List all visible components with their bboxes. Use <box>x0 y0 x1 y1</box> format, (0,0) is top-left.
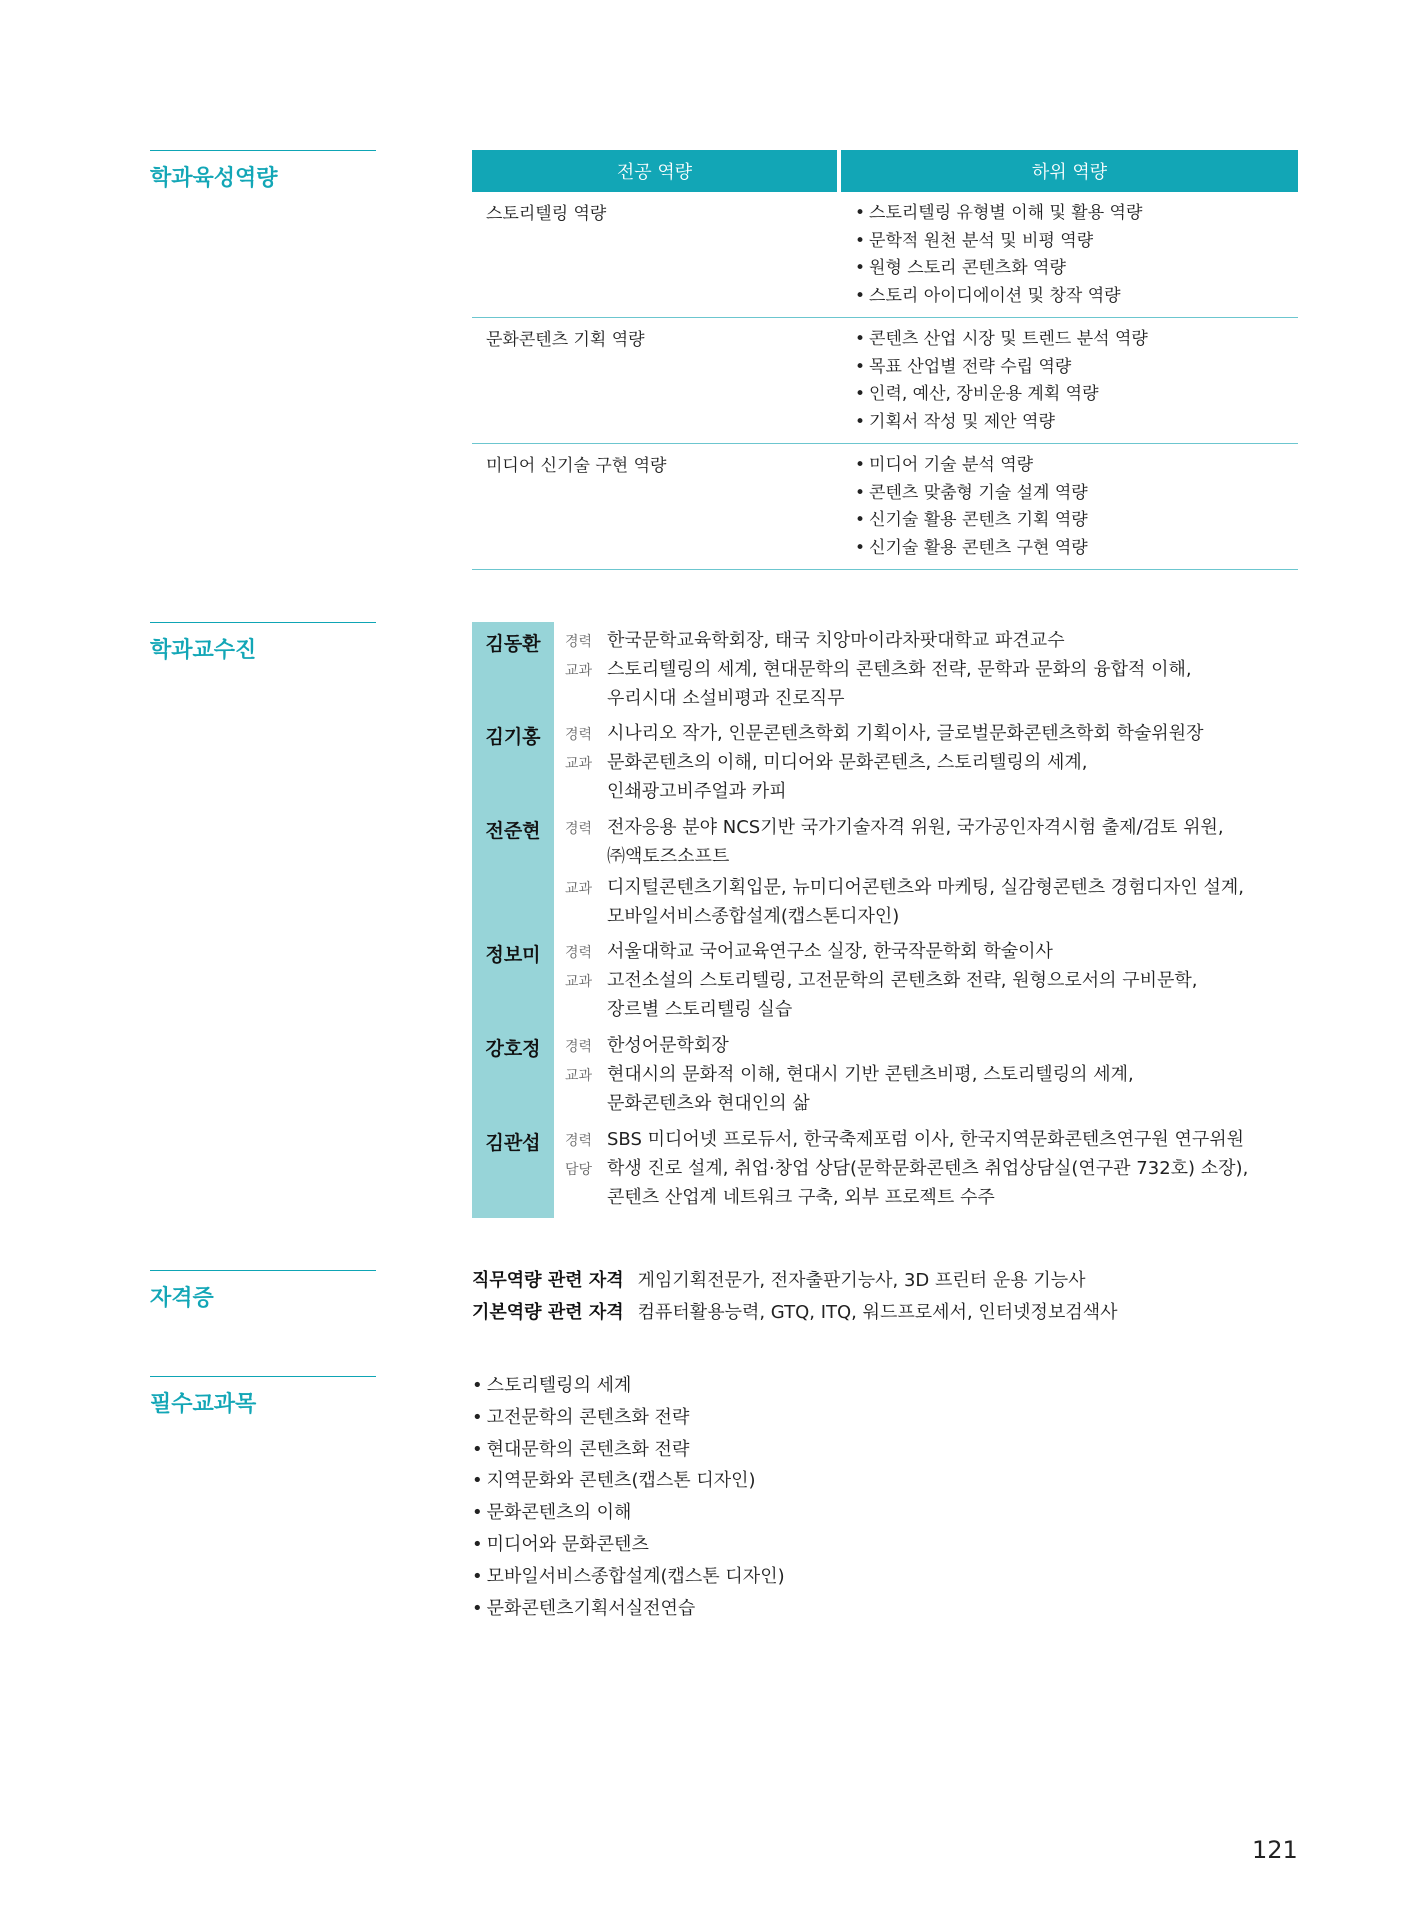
faculty-name-column <box>472 622 554 1218</box>
header-major-competency: 전공 역량 <box>472 150 837 192</box>
list-item: • 스토리텔링 유형별 이해 및 활용 역량 <box>855 200 1298 228</box>
list-item: • 콘텐츠 산업 시장 및 트렌드 분석 역량 <box>855 326 1298 354</box>
faculty-name: 전준현 <box>485 820 541 842</box>
detail-text: 우리시대 소설비평과 진로직무 <box>607 688 845 709</box>
faculty-detail-line <box>565 719 1203 748</box>
detail-tag: 교과 <box>565 974 593 990</box>
faculty-detail-line <box>565 777 787 806</box>
detail-tag: 교과 <box>565 881 593 897</box>
detail-text: 고전소설의 스토리텔링, 고전문학의 콘텐츠화 전략, 원형으로서의 구비문학, <box>607 970 1198 991</box>
certificate-list: 컴퓨터활용능력, GTQ, ITQ, 워드프로세서, 인터넷정보검색사 <box>637 1302 1118 1323</box>
detail-tag: 경력 <box>565 1039 593 1055</box>
list-item: • 문학적 원천 분석 및 비평 역량 <box>855 228 1298 256</box>
table-row <box>472 318 1298 444</box>
faculty-name: 정보미 <box>485 944 541 966</box>
detail-tag: 경력 <box>565 1133 593 1149</box>
faculty-detail-line <box>565 995 792 1024</box>
faculty-name: 김동환 <box>485 633 541 655</box>
certificate-line <box>472 1298 1118 1324</box>
detail-text: 문화콘텐츠의 이해, 미디어와 문화콘텐츠, 스토리텔링의 세계, <box>607 752 1088 773</box>
major-competency: 미디어 신기술 구현 역량 <box>486 456 667 476</box>
list-item: • 목표 산업별 전략 수립 역량 <box>855 354 1298 382</box>
sub-competency-list <box>841 318 1298 443</box>
faculty-detail-line <box>565 626 1065 655</box>
section-title-faculty: 학과교수진 <box>150 622 376 664</box>
certificate-list: 게임기획전문가, 전자출판기능사, 3D 프린터 운용 기능사 <box>637 1270 1086 1291</box>
detail-text: ㈜액토즈소프트 <box>607 846 730 867</box>
required-course-list <box>472 1370 785 1624</box>
faculty-detail-line <box>565 873 1244 902</box>
faculty-detail-line <box>565 748 1087 777</box>
section-title-competency: 학과육성역량 <box>150 150 376 192</box>
faculty-detail-line <box>565 1125 1244 1154</box>
detail-tag: 교과 <box>565 1068 593 1084</box>
detail-tag: 경력 <box>565 945 593 961</box>
detail-text: SBS 미디어넷 프로듀서, 한국축제포럼 이사, 한국지역문화콘텐츠연구원 연구위원 <box>607 1129 1245 1150</box>
detail-text: 서울대학교 국어교육연구소 실장, 한국작문학회 학술이사 <box>607 941 1053 962</box>
list-item: • 고전문학의 콘텐츠화 전략 <box>472 1402 785 1434</box>
detail-tag: 담당 <box>565 1162 593 1178</box>
detail-text: 학생 진로 설계, 취업·창업 상담(문학문화콘텐츠 취업상담실(연구관 732호) 소장), <box>607 1158 1249 1179</box>
detail-tag: 교과 <box>565 663 593 679</box>
detail-text: 모바일서비스종합설계(캡스톤디자인) <box>607 906 900 927</box>
faculty-detail-line <box>565 1183 995 1212</box>
detail-tag: 경력 <box>565 727 593 743</box>
faculty-detail-line <box>565 966 1198 995</box>
faculty-detail-line <box>565 813 1224 842</box>
section-title-certificates: 자격증 <box>150 1270 376 1312</box>
faculty-detail-line <box>565 1089 810 1118</box>
list-item: • 모바일서비스종합설계(캡스톤 디자인) <box>472 1561 785 1593</box>
sub-competency-list <box>841 192 1298 317</box>
sub-competency-list <box>841 444 1298 569</box>
header-sub-competency: 하위 역량 <box>841 150 1298 192</box>
major-competency: 스토리텔링 역량 <box>486 204 607 224</box>
detail-text: 전자응용 분야 NCS기반 국가기술자격 위원, 국가공인자격시험 출제/검토 위원, <box>607 817 1224 838</box>
detail-tag: 교과 <box>565 756 593 772</box>
list-item: • 지역문화와 콘텐츠(캡스톤 디자인) <box>472 1465 785 1497</box>
list-item: • 기획서 작성 및 제안 역량 <box>855 409 1298 437</box>
list-item: • 신기술 활용 콘텐츠 구현 역량 <box>855 535 1298 563</box>
faculty-detail-line <box>565 655 1192 684</box>
detail-text: 콘텐츠 산업계 네트워크 구축, 외부 프로젝트 수주 <box>607 1187 995 1208</box>
list-item: • 콘텐츠 맞춤형 기술 설계 역량 <box>855 480 1298 508</box>
faculty-detail-line <box>565 684 845 713</box>
section-title-required-courses: 필수교과목 <box>150 1376 376 1418</box>
certificate-category: 직무역량 관련 자격 <box>472 1270 624 1291</box>
detail-text: 한성어문학회장 <box>607 1035 729 1056</box>
detail-text: 장르별 스토리텔링 실습 <box>607 999 793 1020</box>
certificate-line <box>472 1266 1086 1292</box>
major-competency: 문화콘텐츠 기획 역량 <box>486 330 645 350</box>
detail-text: 한국문학교육학회장, 태국 치앙마이라차팟대학교 파견교수 <box>607 630 1065 651</box>
faculty-detail-line <box>565 937 1053 966</box>
faculty-name: 김관섭 <box>485 1132 541 1154</box>
detail-tag: 경력 <box>565 821 593 837</box>
list-item: • 스토리텔링의 세계 <box>472 1370 785 1402</box>
list-item: • 미디어와 문화콘텐츠 <box>472 1529 785 1561</box>
detail-text: 인쇄광고비주얼과 카피 <box>607 781 787 802</box>
detail-text: 디지털콘텐츠기획입문, 뉴미디어콘텐츠와 마케팅, 실감형콘텐츠 경험디자인 설계, <box>607 877 1244 898</box>
table-row <box>472 192 1298 318</box>
list-item: • 인력, 예산, 장비운용 계획 역량 <box>855 381 1298 409</box>
list-item: • 현대문학의 콘텐츠화 전략 <box>472 1434 785 1466</box>
faculty-detail-line <box>565 842 729 871</box>
competency-table-header <box>472 150 1298 192</box>
list-item: • 원형 스토리 콘텐츠화 역량 <box>855 255 1298 283</box>
faculty-detail-line <box>565 1060 1134 1089</box>
detail-tag: 경력 <box>565 634 593 650</box>
table-row <box>472 444 1298 570</box>
list-item: • 신기술 활용 콘텐츠 기획 역량 <box>855 507 1298 535</box>
detail-text: 문화콘텐츠와 현대인의 삶 <box>607 1093 810 1114</box>
faculty-detail-line <box>565 1031 729 1060</box>
detail-text: 시나리오 작가, 인문콘텐츠학회 기획이사, 글로벌문화콘텐츠학회 학술위원장 <box>607 723 1204 744</box>
list-item: • 문화콘텐츠의 이해 <box>472 1497 785 1529</box>
faculty-detail-line <box>565 1154 1248 1183</box>
detail-text: 현대시의 문화적 이해, 현대시 기반 콘텐츠비평, 스토리텔링의 세계, <box>607 1064 1134 1085</box>
page-number: 121 <box>1252 1836 1298 1864</box>
detail-text: 스토리텔링의 세계, 현대문학의 콘텐츠화 전략, 문학과 문화의 융합적 이해, <box>607 659 1192 680</box>
faculty-name: 강호정 <box>485 1038 541 1060</box>
list-item: • 미디어 기술 분석 역량 <box>855 452 1298 480</box>
list-item: • 스토리 아이디에이션 및 창작 역량 <box>855 283 1298 311</box>
certificate-category: 기본역량 관련 자격 <box>472 1302 624 1323</box>
competency-table <box>472 150 1298 570</box>
faculty-detail-line <box>565 902 899 931</box>
faculty-name: 김기홍 <box>485 726 541 748</box>
list-item: • 문화콘텐츠기획서실전연습 <box>472 1593 785 1625</box>
